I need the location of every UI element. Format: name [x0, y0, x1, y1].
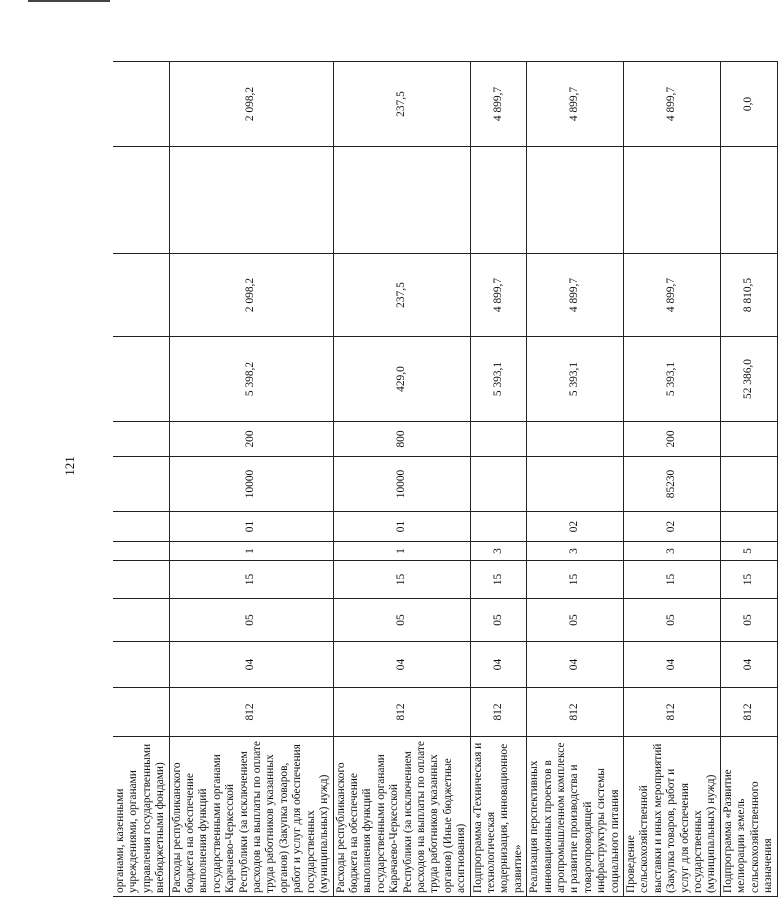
table-row	[333, 62, 470, 897]
program-code-cell: 15	[720, 561, 777, 599]
table-row	[624, 62, 721, 897]
table-row	[720, 62, 777, 897]
event-code-cell	[720, 512, 777, 542]
top-rule	[28, 0, 110, 2]
amount-cell: 237,5	[333, 254, 470, 337]
subsection-code-cell: 05	[169, 599, 333, 642]
direction-code-cell: 85230	[624, 457, 721, 512]
code-cell	[113, 642, 169, 688]
expense-type-cell	[470, 422, 527, 457]
subprogram-code-cell: 3	[624, 542, 721, 561]
event-code-cell	[470, 512, 527, 542]
amount-cell	[333, 147, 470, 254]
row-description: органами, казенными учреждениями, органами управления государственными внебюджетными фондами)	[113, 737, 169, 897]
amount-cell: 0,0	[720, 62, 777, 147]
amount-cell	[113, 62, 169, 147]
direction-code-cell	[470, 457, 527, 512]
amount-cell	[169, 147, 333, 254]
event-code-cell: 02	[624, 512, 721, 542]
expense-type-cell: 800	[333, 422, 470, 457]
amount-cell	[113, 337, 169, 422]
row-description: Расходы республиканского бюджета на обеспечение выполнения функций государственными органами Карачаево-Черкесской Республики (за исключением расходов на выплаты по оплате труда работников указанных органов) (Закупка товаров, работ и услуг для обеспечения государственных (муниципальных) нужд)	[169, 737, 333, 897]
amount-cell: 5 393,1	[527, 337, 624, 422]
rotated-table-container	[113, 62, 775, 897]
amount-cell	[113, 254, 169, 337]
code-cell	[113, 457, 169, 512]
admin-code-cell: 812	[169, 688, 333, 737]
code-cell	[113, 422, 169, 457]
section-code-cell: 04	[169, 642, 333, 688]
section-code-cell: 04	[720, 642, 777, 688]
amount-cell	[527, 147, 624, 254]
row-description: Реализация перспективных инновационных проектов в агропромышленном комплексе и развитие производства и товаропроводящей инфраструктуры системы социального питания	[527, 737, 624, 897]
amount-cell	[470, 147, 527, 254]
table-row	[527, 62, 624, 897]
amount-cell: 4 899,7	[527, 62, 624, 147]
expense-type-cell: 200	[169, 422, 333, 457]
direction-code-cell: 10000	[333, 457, 470, 512]
section-code-cell: 04	[527, 642, 624, 688]
row-description: Расходы республиканского бюджета на обеспечение выполнения функций государственными органами Карачаево-Черкесской Республики (за исключением расходов на выплаты по оплате труда работников указанных органов) (Иные бюджетные ассигнования)	[333, 737, 470, 897]
event-code-cell: 01	[333, 512, 470, 542]
table-row	[113, 62, 169, 897]
subsection-code-cell: 05	[470, 599, 527, 642]
admin-code-cell: 812	[527, 688, 624, 737]
subprogram-code-cell: 3	[470, 542, 527, 561]
code-cell	[113, 688, 169, 737]
subprogram-code-cell: 1	[333, 542, 470, 561]
code-cell	[113, 561, 169, 599]
subsection-code-cell: 05	[333, 599, 470, 642]
admin-code-cell: 812	[333, 688, 470, 737]
row-description: Подпрограмма «Техническая и технологическая модернизация, инновационное развитие»	[470, 737, 527, 897]
amount-cell: 8 810,5	[720, 254, 777, 337]
code-cell	[113, 542, 169, 561]
row-description: Проведение сельскохозяйственной выставки и иных мероприятий (Закупка товаров, работ и услуг для обеспечения государственных (муниципальных) нужд)	[624, 737, 721, 897]
amount-cell: 2 098,2	[169, 62, 333, 147]
code-cell	[113, 599, 169, 642]
program-code-cell: 15	[527, 561, 624, 599]
program-code-cell: 15	[169, 561, 333, 599]
amount-cell: 52 386,0	[720, 337, 777, 422]
subprogram-code-cell: 1	[169, 542, 333, 561]
expense-type-cell: 200	[624, 422, 721, 457]
amount-cell	[113, 147, 169, 254]
subprogram-code-cell: 3	[527, 542, 624, 561]
table-row	[470, 62, 527, 897]
section-code-cell: 04	[470, 642, 527, 688]
amount-cell: 5 393,1	[470, 337, 527, 422]
subsection-code-cell: 05	[624, 599, 721, 642]
expense-type-cell	[720, 422, 777, 457]
amount-cell: 237,5	[333, 62, 470, 147]
amount-cell: 2 098,2	[169, 254, 333, 337]
code-cell	[113, 512, 169, 542]
table-row	[169, 62, 333, 897]
section-code-cell: 04	[624, 642, 721, 688]
budget-table	[113, 61, 778, 897]
amount-cell: 4 899,7	[624, 62, 721, 147]
event-code-cell: 02	[527, 512, 624, 542]
amount-cell: 4 899,7	[624, 254, 721, 337]
amount-cell: 429,0	[333, 337, 470, 422]
expense-type-cell	[527, 422, 624, 457]
direction-code-cell: 10000	[169, 457, 333, 512]
amount-cell	[720, 147, 777, 254]
row-description: Подпрограмма «Развитие мелиорации земель сельскохозяйственного назначения	[720, 737, 777, 897]
program-code-cell: 15	[624, 561, 721, 599]
amount-cell: 5 393,1	[624, 337, 721, 422]
amount-cell: 4 899,7	[527, 254, 624, 337]
admin-code-cell: 812	[624, 688, 721, 737]
direction-code-cell	[527, 457, 624, 512]
admin-code-cell: 812	[720, 688, 777, 737]
subsection-code-cell: 05	[527, 599, 624, 642]
section-code-cell: 04	[333, 642, 470, 688]
amount-cell	[624, 147, 721, 254]
program-code-cell: 15	[470, 561, 527, 599]
direction-code-cell	[720, 457, 777, 512]
page-number: 121	[62, 456, 77, 476]
amount-cell: 4 899,7	[470, 62, 527, 147]
subsection-code-cell: 05	[720, 599, 777, 642]
amount-cell: 5 398,2	[169, 337, 333, 422]
admin-code-cell: 812	[470, 688, 527, 737]
event-code-cell: 01	[169, 512, 333, 542]
amount-cell: 4 899,7	[470, 254, 527, 337]
subprogram-code-cell: 5	[720, 542, 777, 561]
program-code-cell: 15	[333, 561, 470, 599]
